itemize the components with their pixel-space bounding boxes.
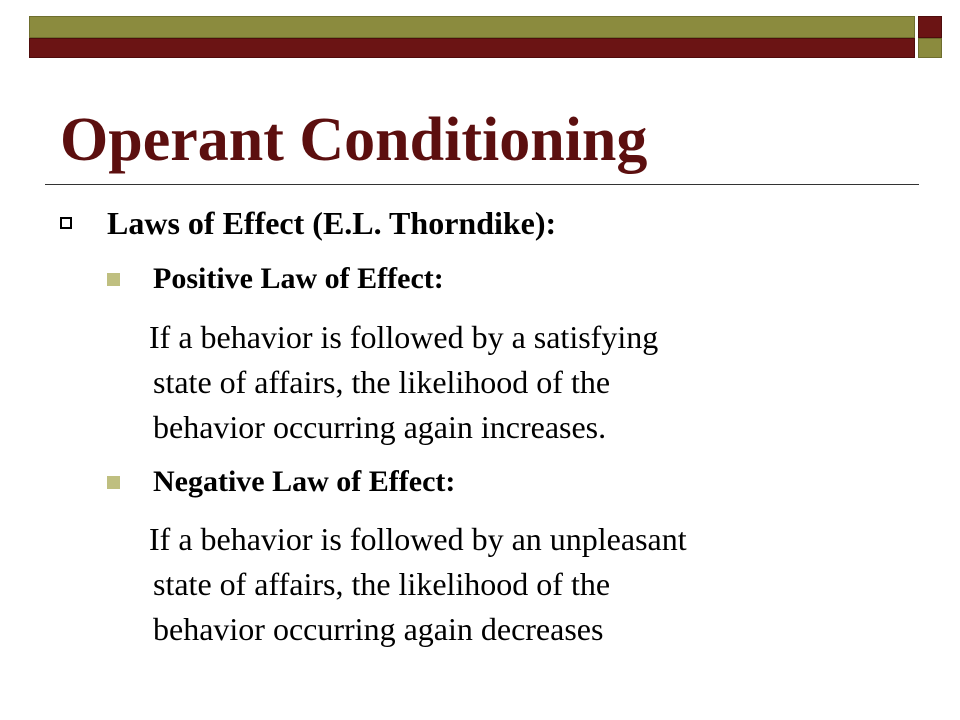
- negative-law-description: [149, 517, 923, 652]
- negative-law-line-1: If a behavior is followed by an unpleasant: [149, 521, 687, 557]
- negative-law-line-2: state of affairs, the likelihood of the: [153, 566, 611, 602]
- sub-bullet-negative: [107, 462, 455, 502]
- main-bullet-text: Laws of Effect (E.L. Thorndike):: [107, 205, 557, 241]
- main-bullet-item: [60, 200, 556, 246]
- positive-law-line-2: state of affairs, the likelihood of the: [153, 364, 611, 400]
- hollow-square-bullet-icon: [60, 217, 72, 229]
- positive-law-line-1: If a behavior is followed by a satisfying: [149, 319, 659, 355]
- header-corner-maroon: [918, 16, 942, 38]
- positive-law-description: [149, 315, 923, 450]
- title-divider: [45, 184, 919, 185]
- header-bar-maroon: [29, 38, 915, 58]
- negative-law-line-3: behavior occurring again decreases: [153, 611, 604, 647]
- slide-title: Operant Conditioning: [60, 106, 648, 174]
- header-bar-olive: [29, 16, 915, 38]
- positive-law-heading: Positive Law of Effect:: [153, 262, 444, 295]
- positive-law-line-3: behavior occurring again increases.: [153, 409, 607, 445]
- negative-law-heading: Negative Law of Effect:: [153, 465, 456, 498]
- header-corner-olive: [918, 38, 942, 58]
- sub-bullet-positive: [107, 259, 444, 299]
- filled-square-bullet-icon: [107, 273, 120, 286]
- filled-square-bullet-icon: [107, 476, 120, 489]
